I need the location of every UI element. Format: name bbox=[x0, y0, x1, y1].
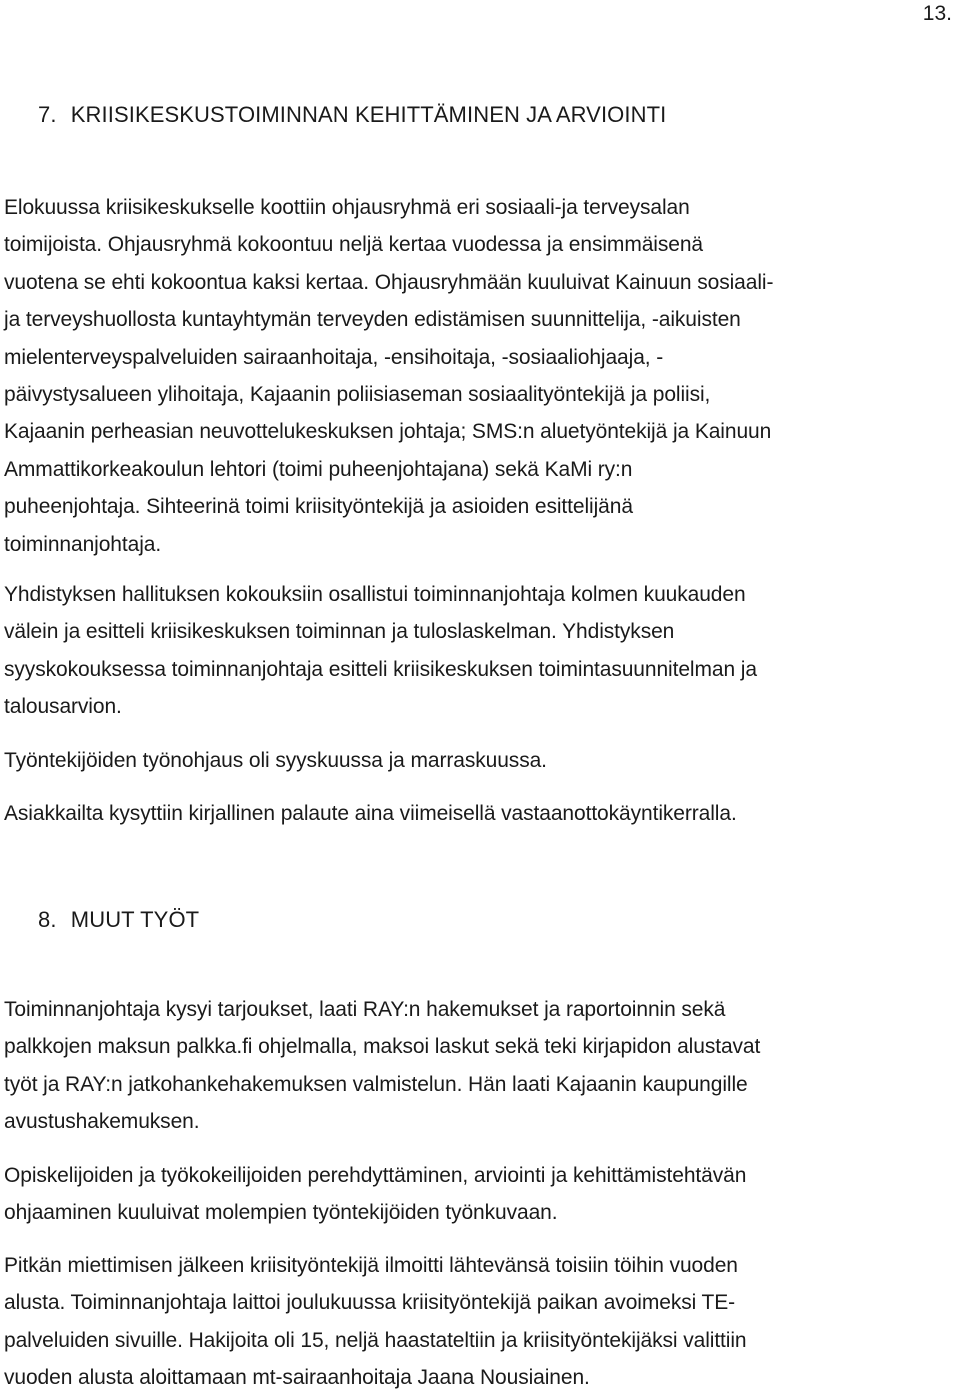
text-line: toiminnanjohtaja. bbox=[4, 532, 162, 556]
section-heading-7 bbox=[38, 101, 666, 129]
text-line: toimijoista. Ohjausryhmä kokoontuu neljä kertaa vuodessa ja ensimmäisenä bbox=[4, 233, 703, 257]
text-line: Kajaanin perheasian neuvottelukeskuksen johtaja; SMS:n aluetyöntekijä ja Kainuun bbox=[4, 420, 772, 444]
paragraph bbox=[4, 1247, 956, 1397]
text-line: mielenterveyspalveluiden sairaanhoitaja, -ensihoitaja, -sosiaaliohjaaja, - bbox=[4, 345, 664, 369]
text-line: työt ja RAY:n jatkohankehakemuksen valmistelun. Hän laati Kajaanin kaupungille bbox=[4, 1072, 748, 1096]
paragraph bbox=[4, 742, 956, 779]
section-number: 7. bbox=[38, 102, 57, 127]
paragraph bbox=[4, 1157, 956, 1232]
section-number: 8. bbox=[38, 907, 57, 932]
text-line: syyskokouksessa toiminnanjohtaja esitteli kriisikeskuksen toimintasuunnitelman ja bbox=[4, 657, 757, 681]
section-title: MUUT TYÖT bbox=[70, 907, 200, 932]
text-line: Työntekijöiden työnohjaus oli syyskuussa ja marraskuussa. bbox=[4, 749, 547, 772]
text-line: päivystysalueen ylihoitaja, Kajaanin poliisiaseman sosiaalityöntekijä ja poliisi, bbox=[4, 383, 711, 407]
text-line: Opiskelijoiden ja työkokeilijoiden perehdyttäminen, arviointi ja kehittämistehtävän bbox=[4, 1164, 747, 1187]
page-number: 13. bbox=[922, 2, 952, 25]
text-line: vuoden alusta aloittamaan mt-sairaanhoitaja Jaana Nousiainen. bbox=[4, 1366, 590, 1390]
section-title: KRIISIKESKUSTOIMINNAN KEHITTÄMINEN JA ARVIOINTI bbox=[70, 102, 667, 127]
text-line: Asiakkailta kysyttiin kirjallinen palaute aina viimeisellä vastaanottokäyntikerralla. bbox=[4, 802, 737, 825]
text-line: ja terveyshuollosta kuntayhtymän terveyden edistämisen suunnittelija, -aikuisten bbox=[4, 308, 741, 332]
text-line: Yhdistyksen hallituksen kokouksiin osallistui toiminnanjohtaja kolmen kuukauden bbox=[4, 583, 746, 606]
text-line: Pitkän miettimisen jälkeen kriisityöntekijä ilmoitti lähtevänsä toisiin töihin vuoden bbox=[4, 1254, 738, 1277]
text-line: välein ja esitteli kriisikeskuksen toiminnan ja tuloslaskelman. Yhdistyksen bbox=[4, 620, 675, 644]
text-line: Ammattikorkeakoulun lehtori (toimi puheenjohtajana) sekä KaMi ry:n bbox=[4, 457, 633, 481]
text-line: vuotena se ehti kokoontua kaksi kertaa. Ohjausryhmään kuuluivat Kainuun sosiaali- bbox=[4, 270, 774, 294]
text-line: ohjaaminen kuuluivat molempien työntekijöiden työnkuvaan. bbox=[4, 1201, 558, 1225]
paragraph bbox=[4, 795, 956, 832]
text-line: alusta. Toiminnanjohtaja laittoi joulukuussa kriisityöntekijä paikan avoimeksi TE- bbox=[4, 1291, 736, 1315]
text-line: avustushakemuksen. bbox=[4, 1110, 200, 1134]
paragraph bbox=[4, 189, 956, 563]
paragraph bbox=[4, 991, 956, 1141]
text-line: puheenjohtaja. Sihteerinä toimi kriisityöntekijä ja asioiden esittelijänä bbox=[4, 495, 633, 519]
text-line: talousarvion. bbox=[4, 695, 122, 719]
text-line: Elokuussa kriisikeskukselle koottiin ohjausryhmä eri sosiaali-ja terveysalan bbox=[4, 196, 690, 219]
text-line: palkkojen maksun palkka.fi ohjelmalla, maksoi laskut sekä teki kirjapidon alustavat bbox=[4, 1035, 761, 1059]
text-line: Toiminnanjohtaja kysyi tarjoukset, laati RAY:n hakemukset ja raportoinnin sekä bbox=[4, 998, 726, 1021]
text-line: palveluiden sivuille. Hakijoita oli 15, neljä haastateltiin ja kriisityöntekijäksi valittiin bbox=[4, 1328, 747, 1352]
paragraph bbox=[4, 576, 956, 726]
section-heading-8 bbox=[38, 906, 199, 934]
